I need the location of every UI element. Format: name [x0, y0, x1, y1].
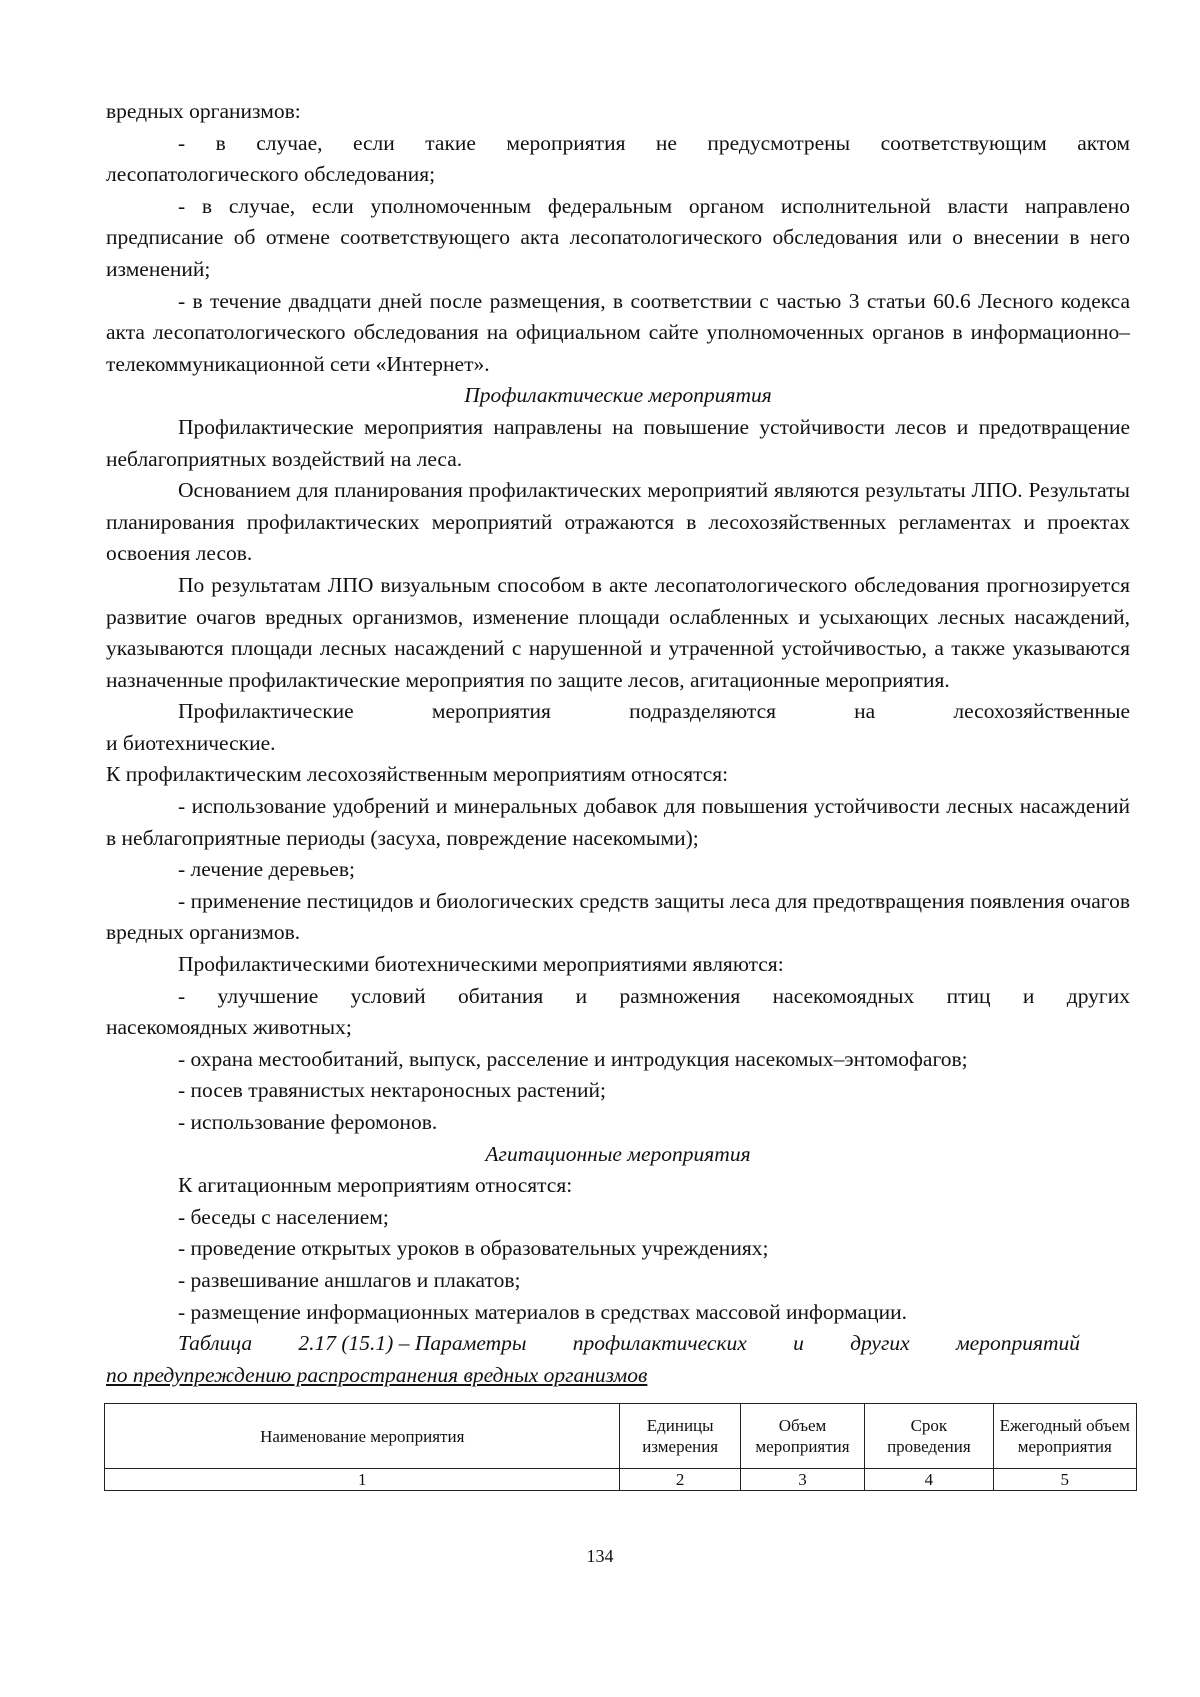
- caption-word: мероприятий: [955, 1331, 1080, 1356]
- bullet-item: - в случае, если такие мероприятия не предусмотрены соответствующим актом: [178, 130, 1130, 155]
- paragraph: К профилактическим лесохозяйственным мероприятиям относятся:: [106, 762, 729, 787]
- word: на: [854, 699, 876, 724]
- bullet-item: - в течение двадцати дней после размещения, в соответствии с частью 3 статьи 60.6 Лесного кодекса акта лесопатологического обследования на официальном сайте уполномоченных органов в информационно–телекоммуникационной сети «Интернет».: [106, 288, 1130, 376]
- caption-word: и: [793, 1331, 804, 1356]
- paragraph: По результатам ЛПО визуальным способом в акте лесопатологического обследования прогнозируется развитие очагов вредных организмов, изменение площади ослабленных и усыхающих лесных насаждений, указываются площади лесных насаждений с нарушенной и утраченной устойчивостью, а также указываются назначенные профилактические мероприятия по защите лесов, агитационные мероприятия.: [106, 572, 1130, 692]
- text-line: и биотехнические.: [106, 730, 276, 755]
- document-page: [106, 96, 1130, 1491]
- word: насекомоядных: [772, 983, 915, 1008]
- word: лесохозяйственные: [953, 699, 1130, 724]
- header-cell: Срок проведения: [865, 1404, 993, 1469]
- number-cell: 1: [105, 1469, 620, 1491]
- bullet-item: - охрана местообитаний, выпуск, расселение и интродукция насекомых–энтомофагов;: [178, 1046, 968, 1071]
- number-cell: 2: [620, 1469, 740, 1491]
- caption-word: 2.17 (15.1) – Параметры: [298, 1331, 527, 1356]
- text-line: вредных организмов:: [106, 99, 301, 123]
- paragraph: Профилактическими биотехническими мероприятиями являются:: [178, 952, 784, 977]
- word: подразделяются: [629, 699, 777, 724]
- bullet-spread-line: [106, 981, 1130, 1013]
- word: обитания: [457, 983, 544, 1008]
- bullet-item: - применение пестицидов и биологических средств защиты леса для предотвращения появления очагов вредных организмов.: [106, 888, 1130, 945]
- header-cell: Единицы измерения: [620, 1404, 740, 1469]
- word: и: [1022, 983, 1035, 1008]
- params-table: [104, 1403, 1137, 1491]
- section-heading: Профилактические мероприятия: [464, 383, 772, 408]
- number-cell: 4: [865, 1469, 993, 1491]
- number-cell: 5: [993, 1469, 1136, 1491]
- table-header-row: [105, 1404, 1137, 1469]
- word: размножения: [619, 983, 741, 1008]
- word: Профилактические: [178, 699, 354, 724]
- bullet-item: - в случае, если уполномоченным федеральным органом исполнительной власти направлено предписание об отмене соответствующего акта лесопатологического обследования или о внесении в него изменений;: [106, 193, 1130, 281]
- bullet-item: - использование феромонов.: [178, 1110, 438, 1134]
- page-number: 134: [586, 1546, 614, 1566]
- table-caption: [106, 1328, 1130, 1360]
- word: мероприятия: [431, 699, 551, 724]
- text-line: лесопатологического обследования;: [106, 162, 436, 187]
- word: улучшение: [217, 983, 319, 1008]
- number-cell: 3: [740, 1469, 864, 1491]
- word: и: [575, 983, 588, 1008]
- bullet-item: - посев травянистых нектароносных растений;: [178, 1078, 607, 1103]
- caption-word: других: [850, 1331, 910, 1356]
- header-cell: Ежегодный объем мероприятия: [993, 1404, 1136, 1469]
- paragraph: Основанием для планирования профилактических мероприятий являются результаты ЛПО. Результаты планирования профилактических мероприятий отражаются в лесохозяйственных регламентах и проектах освоения лесов.: [106, 478, 1130, 566]
- paragraph-spread-line: [106, 696, 1130, 728]
- bullet-item: - развешивание аншлагов и плакатов;: [178, 1267, 521, 1292]
- bullet-item: - беседы с населением;: [178, 1204, 389, 1229]
- bullet-item: - лечение деревьев;: [178, 857, 355, 882]
- word: условий: [350, 983, 426, 1008]
- paragraph: Профилактические мероприятия направлены на повышение устойчивости лесов и предотвращение неблагоприятных воздействий на леса.: [106, 414, 1130, 471]
- header-cell: Объем мероприятия: [740, 1404, 864, 1469]
- text-line: насекомоядных животных;: [106, 1015, 352, 1040]
- caption-word: профилактических: [572, 1331, 747, 1356]
- bullet-item: - проведение открытых уроков в образовательных учреждениях;: [178, 1236, 769, 1261]
- bullet-item: - размещение информационных материалов в средствах массовой информации.: [178, 1299, 908, 1324]
- bullet-item: - использование удобрений и минеральных добавок для повышения устойчивости лесных насаждений в неблагоприятные периоды (засуха, повреждение насекомыми);: [106, 794, 1130, 850]
- section-heading: Агитационные мероприятия: [485, 1141, 751, 1166]
- table-caption-cont: по предупреждению распространения вредных организмов: [106, 1362, 648, 1387]
- caption-word: Таблица: [178, 1331, 253, 1356]
- header-cell: Наименование мероприятия: [105, 1404, 620, 1469]
- paragraph: К агитационным мероприятиям относятся:: [178, 1173, 573, 1198]
- word: других: [1066, 983, 1130, 1008]
- table-number-row: [105, 1469, 1137, 1491]
- word: птиц: [946, 983, 991, 1008]
- word: -: [178, 983, 186, 1008]
